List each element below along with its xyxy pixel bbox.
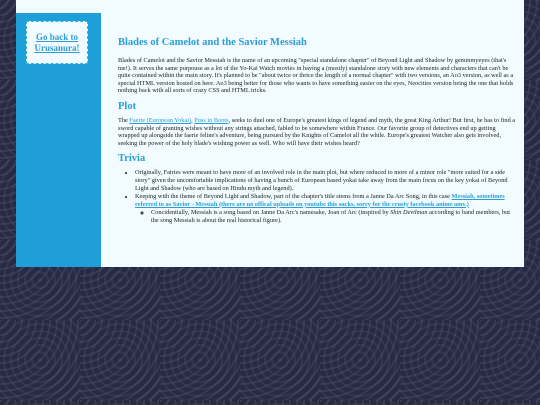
intro-paragraph: Blades of Camelot and the Savior Messiah is the name of an upcoming "special standalone chapter" of Beyond Light and Shadow by geminmyeyes (that's me!). It serves the same purpouse as a lot of the Yo-Kai Watch movies in having a (mostly) standalone story with new elements and characters that can't be quite contained within the main story. It's planned to be "about twice or thrice the length of a normal chapter" with two versions, an Ao3 version, as well as a special HTML version hosted on here. Ao3 being better for those who wants to have something easier on the eyes, Neocities version being the one that holds nothing back with all sorts of crazy CSS and HTML tricks. [118,57,514,95]
trivia-item-fairies: • Originally, Fairies were meant to have more of an involved role in the main plot, but where reduced to more of a minor role "more suited for a side story" given the uncomfortable implications of having a bunch of European based yokai take away from the main focus on the key yokai of Beyond Light and Shadow (who are based on Hindu myth and legend). [135,169,516,192]
trivia-sublist [135,209,516,224]
sidebar [16,13,101,267]
main-content [118,30,516,226]
messiah-link[interactable]: Messiah, sometimes referred to as Savior - Messiah (there are no offical uploads on youtube this sucks, sorry for the crusty facebook anime amv.) [135,193,505,208]
plot-text-sep: , [191,116,195,124]
trivia-item-title-text: Keeping with the theme of Beyond Light and Shadow, part of the chapter's title stems from a Janne Da Arc Song, in this case [135,193,452,201]
plot-paragraph [118,117,516,147]
subitem-text-pre: Concidentially, Messiah is a song based on Janne Da Arc's namesake, Joan of Arc (inspired by [151,209,391,217]
plot-text-pre: The [118,116,130,124]
plot-text-post: , seeks to duel one of Europe's greatest kings of legend and myth, the great King Arthur! But first, he has to find a sword capable of granting wishes without any strings attached, fabled to be somewhere within France. Our favorite group of detectives end up getting wrapped up alongside the faerie feline's adventure, being pursued by the Knights of Camelot all the while. Europe's greatest Watcher also gets involved, seeking the power of the holy blade's wishing power as well. Who will have their wishes heard? [118,116,516,147]
content-frame [16,0,524,267]
subitem-text-post: according to band members, but the song Messiah is about the real historical figure). [151,209,511,224]
puss-in-boots-link[interactable]: Puss in Boots [194,116,229,124]
back-link[interactable]: Go back to Urusanura! [34,32,80,53]
trivia-item-title [135,193,516,224]
trivia-heading: Trivia [118,153,146,165]
plot-heading: Plot [118,100,137,112]
page-title: Blades of Camelot and the Savior Messiah [118,37,307,48]
shin-devilman-text: Shin Devilman [390,209,428,217]
faerie-link[interactable]: Faerie (European Yokai) [129,116,192,124]
back-link-box [26,21,88,64]
trivia-list [118,169,516,224]
trivia-subitem-joan [151,209,516,224]
